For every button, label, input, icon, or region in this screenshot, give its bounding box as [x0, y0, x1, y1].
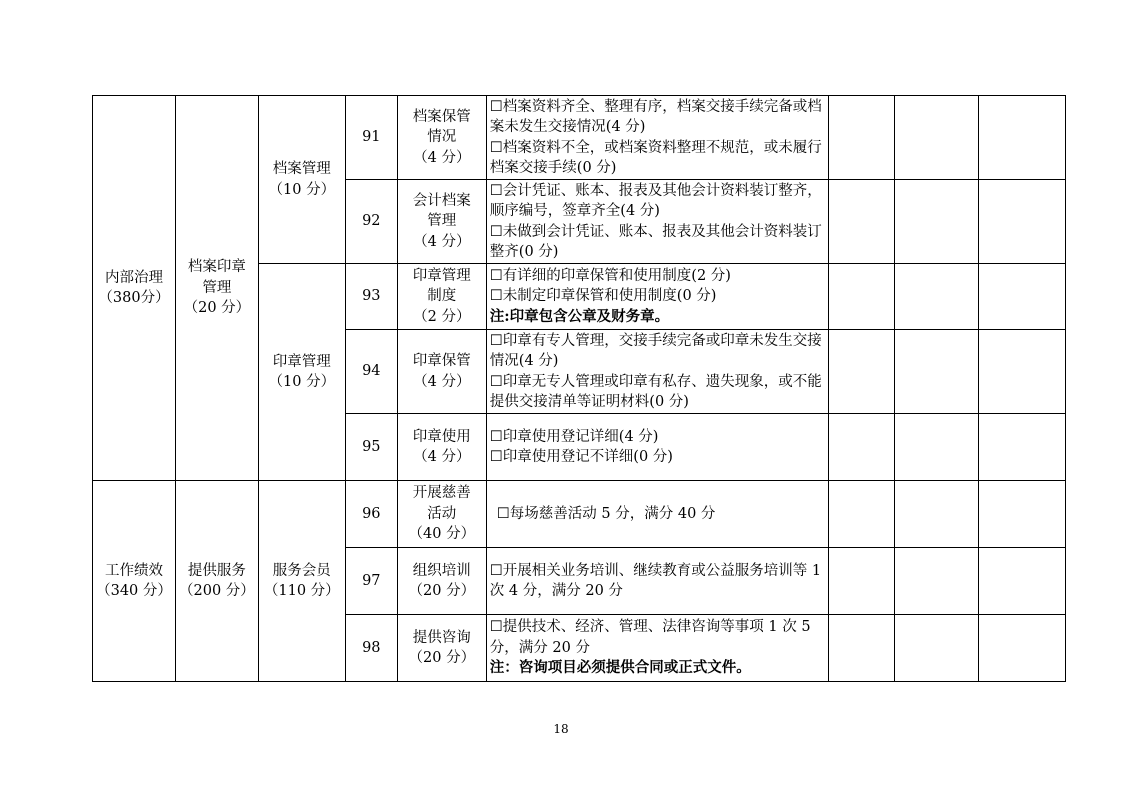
criteria-cell — [486, 548, 828, 615]
item-name-cont: 活动 — [427, 505, 457, 522]
blank-cell — [894, 481, 978, 548]
level3-score: （10 分） — [268, 374, 336, 390]
level3-score: （110 分） — [263, 583, 340, 599]
item-name-cont: 管理 — [427, 213, 457, 230]
criteria-pass: ☐会计凭证、账本、报表及其他会计资料装订整齐，顺序编号，签章齐全(4 分) — [489, 182, 822, 219]
page-number: 18 — [553, 722, 569, 736]
item-score: （4 分） — [413, 449, 471, 465]
item-score: （2 分） — [413, 308, 471, 325]
item-name: 会计档案 — [412, 192, 471, 209]
blank-cell — [978, 96, 1065, 180]
blank-cell — [978, 180, 1065, 264]
criteria-cell — [486, 481, 828, 548]
table-row — [93, 96, 1066, 180]
blank-cell — [978, 414, 1065, 481]
item-number: 93 — [345, 264, 397, 330]
level3-label: 印章管理 — [272, 353, 331, 370]
item-number: 97 — [345, 548, 397, 615]
item-name: 印章保管 — [412, 353, 471, 369]
level1-label: 内部治理 — [105, 269, 163, 286]
level1-score: （380分） — [98, 290, 170, 306]
blank-cell — [828, 264, 894, 330]
item-name-cell — [397, 481, 486, 548]
blank-cell — [828, 481, 894, 548]
item-name-cell — [397, 330, 486, 414]
criteria-fail: ☐未做到会计凭证、账本、报表及其他会计资料装订整齐(0 分) — [489, 223, 822, 260]
criteria-cell — [486, 330, 828, 414]
item-name: 组织培训 — [412, 562, 471, 579]
blank-cell — [894, 414, 978, 481]
blank-cell — [894, 330, 978, 414]
item-name: 印章管理 — [412, 267, 471, 284]
item-number: 95 — [345, 414, 397, 481]
level1-cell-performance — [93, 481, 176, 682]
criteria-pass: ☐每场慈善活动 5 分，满分 40 分 — [496, 505, 716, 522]
level3-label: 档案管理 — [272, 161, 331, 177]
blank-cell — [978, 548, 1065, 615]
item-score: （40 分） — [408, 526, 476, 543]
table-row — [93, 481, 1066, 548]
level2-label-cont: 管理 — [202, 279, 232, 296]
item-name: 档案保管 — [412, 108, 471, 125]
criteria-fail: ☐印章无专人管理或印章有私存、遗失现象，或不能提供交接清单等证明材料(0 分) — [489, 373, 822, 410]
criteria-note: 注:印章包含公章及财务章。 — [489, 307, 670, 325]
criteria-pass: ☐提供技术、经济、管理、法律咨询等事项 1 次 5 分，满分 20 分 — [489, 619, 811, 656]
blank-cell — [978, 330, 1065, 414]
level2-label: 档案印章 — [187, 259, 246, 276]
criteria-cell — [486, 264, 828, 330]
item-name-cont: 情况 — [427, 129, 457, 146]
blank-cell — [978, 481, 1065, 548]
item-number: 96 — [345, 481, 397, 548]
blank-cell — [894, 264, 978, 330]
item-score: （20 分） — [408, 650, 476, 666]
blank-cell — [828, 330, 894, 414]
evaluation-table — [92, 95, 1066, 682]
item-name-cell — [397, 548, 486, 615]
level2-label: 提供服务 — [187, 562, 246, 579]
criteria-pass: ☐档案资料齐全、整理有序，档案交接手续完备或档案未发生交接情况(4 分) — [489, 98, 822, 135]
level3-label: 服务会员 — [272, 562, 331, 579]
criteria-cell — [486, 180, 828, 264]
criteria-note: 注：咨询项目必须提供合同或正式文件。 — [489, 659, 751, 677]
item-name-cell — [397, 264, 486, 330]
item-name-cell — [397, 180, 486, 264]
item-name-cell — [397, 414, 486, 481]
blank-cell — [828, 548, 894, 615]
level1-cell-internal-governance — [93, 96, 176, 481]
level2-score: （200 分） — [179, 583, 255, 599]
item-number: 98 — [345, 615, 397, 682]
blank-cell — [828, 414, 894, 481]
criteria-pass: ☐印章使用登记详细(4 分) — [489, 428, 659, 445]
level2-cell-archive-seal — [176, 96, 259, 481]
item-number: 91 — [345, 96, 397, 180]
level2-cell-services — [176, 481, 259, 682]
blank-cell — [894, 96, 978, 180]
blank-cell — [894, 548, 978, 615]
blank-cell — [978, 615, 1065, 682]
item-score: （4 分） — [413, 233, 471, 250]
item-score: （4 分） — [413, 373, 471, 390]
level3-cell-seal — [258, 264, 345, 481]
blank-cell — [828, 180, 894, 264]
criteria-pass: ☐印章有专人管理，交接手续完备或印章未发生交接情况(4 分) — [489, 332, 822, 369]
criteria-fail: ☐未制定印章保管和使用制度(0 分) — [489, 288, 717, 305]
item-name-cont: 制度 — [427, 288, 457, 305]
level3-cell-members — [258, 481, 345, 682]
item-number: 94 — [345, 330, 397, 414]
item-name-cell — [397, 615, 486, 682]
criteria-cell — [486, 615, 828, 682]
item-score: （4 分） — [413, 149, 471, 166]
item-name-cell — [397, 96, 486, 180]
blank-cell — [978, 264, 1065, 330]
item-name: 提供咨询 — [412, 629, 471, 646]
criteria-cell — [486, 414, 828, 481]
level2-score: （20 分） — [183, 300, 251, 317]
item-score: （20 分） — [408, 583, 476, 599]
level1-score: （340 分） — [96, 583, 172, 599]
level3-score: （10 分） — [268, 181, 336, 198]
criteria-pass: ☐有详细的印章保管和使用制度(2 分) — [489, 267, 731, 284]
blank-cell — [828, 615, 894, 682]
criteria-cell — [486, 96, 828, 180]
blank-cell — [894, 180, 978, 264]
level3-cell-archive — [258, 96, 345, 264]
criteria-fail: ☐印章使用登记不详细(0 分) — [489, 449, 673, 465]
blank-cell — [828, 96, 894, 180]
item-name: 开展慈善 — [412, 485, 471, 502]
item-number: 92 — [345, 180, 397, 264]
criteria-fail: ☐档案资料不全，或档案资料整理不规范，或未履行档案交接手续(0 分) — [489, 139, 822, 176]
blank-cell — [894, 615, 978, 682]
item-name: 印章使用 — [412, 428, 471, 445]
level1-label: 工作绩效 — [105, 562, 163, 579]
criteria-pass: ☐开展相关业务培训、继续教育或公益服务培训等 1 次 4 分，满分 20 分 — [489, 562, 822, 599]
